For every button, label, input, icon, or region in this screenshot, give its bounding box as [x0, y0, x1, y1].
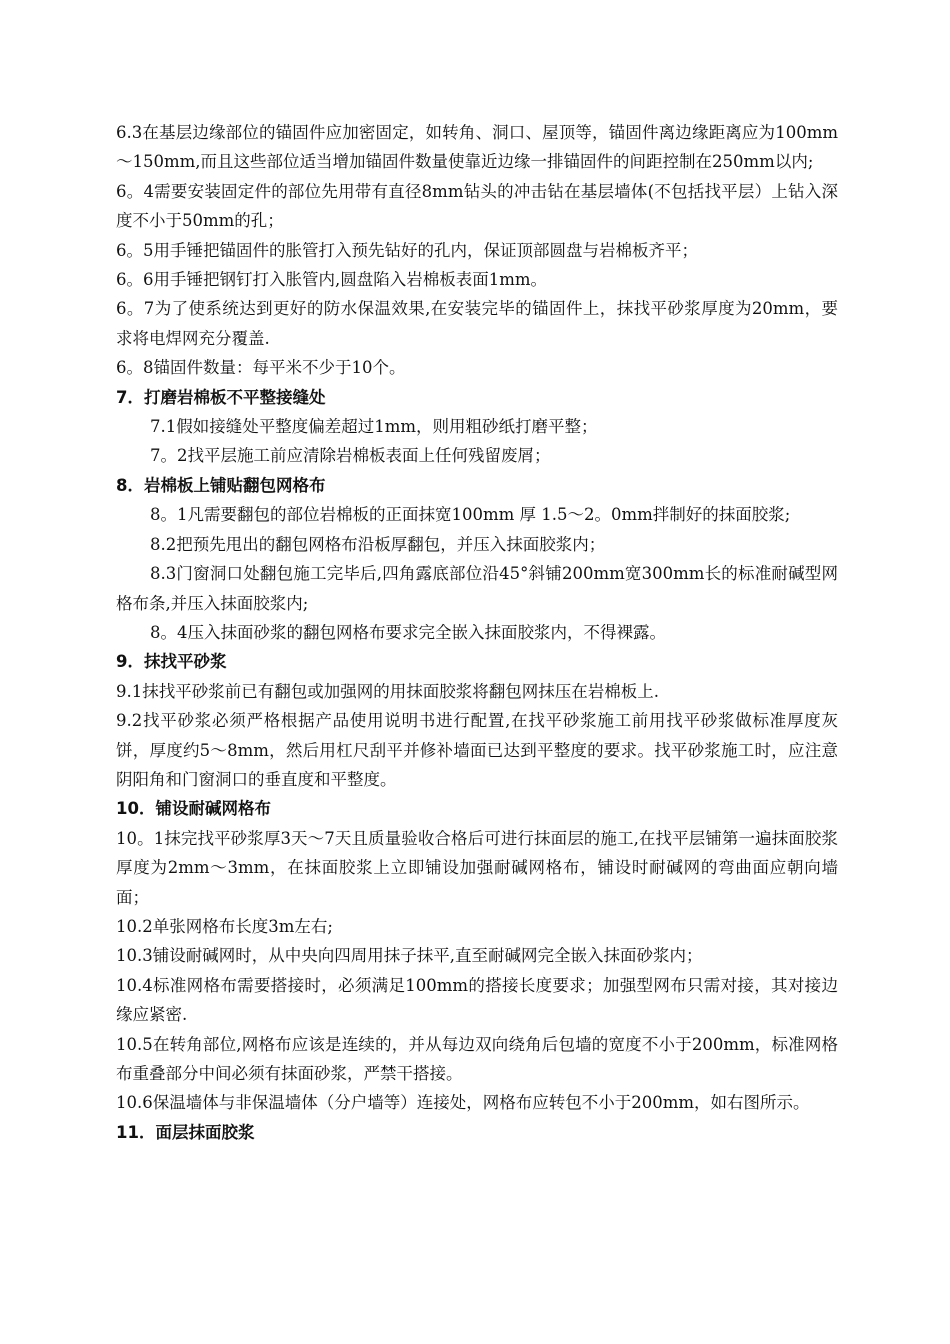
paragraph-6-5: 6。5用手锤把锚固件的胀管打入预先钻好的孔内，保证顶部圆盘与岩棉板齐平；: [116, 240, 698, 260]
paragraph-9-2: 9.2找平砂浆必须严格根据产品使用说明书进行配置,在找平砂浆施工前用找平砂浆做标准厚度灰饼，厚度约5～8mm，然后用杠尺刮平并修补墙面已达到平整度的要求。找平砂浆施工时，应注意阴阳角和门窗洞口的垂直度和平整度。: [116, 711, 838, 789]
paragraph-6-6: 6。6用手锤把钢钉打入胀管内,圆盘陷入岩棉板表面1mm。: [116, 270, 548, 290]
paragraph-10-1: 10。1抹完找平砂浆厚3天～7天且质量验收合格后可进行抹面层的施工,在找平层铺第一遍抹面胶浆厚度为2mm～3mm，在抹面胶浆上立即铺设加强耐碱网格布，铺设时耐碱网的弯曲面应朝向墙面；: [116, 828, 838, 907]
paragraph-8-2: 8.2把预先甩出的翻包网格布沿板厚翻包，并压入抹面胶浆内；: [150, 534, 606, 554]
paragraph-10-2: 10.2单张网格布长度3m左右;: [116, 916, 333, 936]
heading-section-10: 10．铺设耐碱网格布: [116, 799, 271, 819]
paragraph-6-4: 6。4需要安装固定件的部位先用带有直径8mm钻头的冲击钻在基层墙体(不包括找平层）上钻入深度不小于50mm的孔；: [116, 181, 838, 231]
paragraph-6-7: 6。7为了使系统达到更好的防水保温效果,在安装完毕的锚固件上，抹找平砂浆厚度为20mm，要求将电焊网充分覆盖.: [116, 299, 838, 348]
heading-section-8: 8．岩棉板上铺贴翻包网格布: [116, 475, 326, 495]
paragraph-10-4: 10.4标准网格布需要搭接时，必须满足100mm的搭接长度要求；加强型网布只需对接，其对接边缘应紧密.: [116, 975, 838, 1025]
paragraph-6-3: 6.3在基层边缘部位的锚固件应加密固定，如转角、洞口、屋顶等，锚固件离边缘距离应为100mm～150mm,而且这些部位适当增加锚固件数量使靠近边缘一排锚固件的间距控制在250mm以内;: [116, 123, 838, 172]
paragraph-9-1: 9.1抹找平砂浆前已有翻包或加强网的用抹面胶浆将翻包网抹压在岩棉板上.: [116, 681, 659, 701]
heading-section-9: 9．抹找平砂浆: [116, 652, 227, 672]
paragraph-8-3: 8.3门窗洞口处翻包施工完毕后,四角露底部位沿45°斜铺200mm宽300mm长的标准耐碱型网格布条,并压入抹面胶浆内;: [116, 564, 838, 613]
paragraph-10-6: 10.6保温墙体与非保温墙体（分户墙等）连接处，网格布应转包不小于200mm，如右图所示。: [116, 1093, 810, 1113]
paragraph-8-4: 8。4压入抹面砂浆的翻包网格布要求完全嵌入抹面胶浆内，不得裸露。: [150, 622, 666, 642]
paragraph-6-8: 6。8锚固件数量：每平米不少于10个。: [116, 358, 406, 378]
heading-section-7: 7．打磨岩棉板不平整接缝处: [116, 387, 326, 407]
paragraph-8-1: 8。1凡需要翻包的部位岩棉板的正面抹宽100mm 厚 1.5～2。0mm拌制好的抹面胶浆;: [150, 505, 791, 525]
paragraph-10-3: 10.3铺设耐碱网时，从中央向四周用抹子抹平,直至耐碱网完全嵌入抹面砂浆内；: [116, 946, 703, 966]
paragraph-10-5: 10.5在转角部位,网格布应该是连续的，并从每边双向绕角后包墙的宽度不小于200mm，标准网格布重叠部分中间必须有抹面砂浆，严禁干搭接。: [116, 1034, 838, 1083]
paragraph-7-1: 7.1假如接缝处平整度偏差超过1mm，则用粗砂纸打磨平整；: [150, 417, 598, 437]
paragraph-7-2: 7。2找平层施工前应清除岩棉板表面上任何残留废屑；: [150, 446, 551, 466]
document-body: [116, 118, 838, 1147]
heading-section-11: 11．面层抹面胶浆: [116, 1122, 255, 1142]
